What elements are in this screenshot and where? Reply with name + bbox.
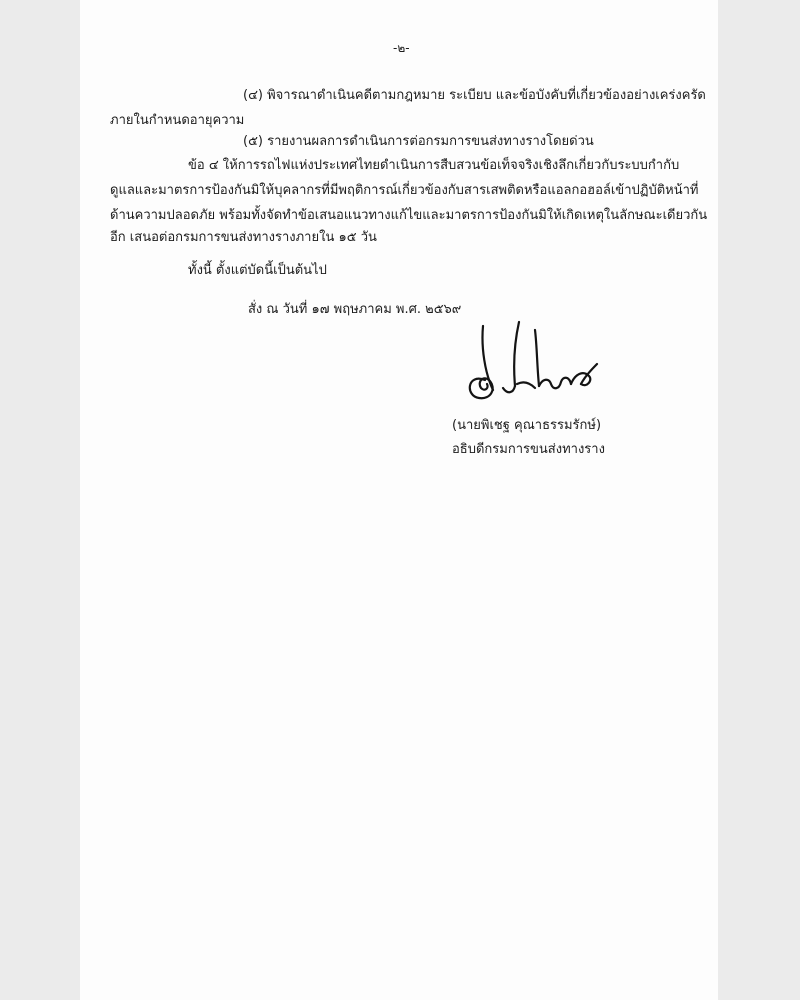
item-4-line-1: (๔) พิจารณาดำเนินคดีตามกฎหมาย ระเบียบ และข้อบังคับที่เกี่ยวข้องอย่างเคร่งครัด: [243, 88, 706, 103]
signer-name: (นายพิเชฐ คุณาธรรมรักษ์): [452, 418, 602, 433]
document-page: [80, 0, 718, 1000]
signer-position: อธิบดีกรมการขนส่งทางราง: [452, 442, 605, 457]
handwritten-signature: [455, 318, 605, 408]
clause-4-line-2: ดูแลและมาตรการป้องกันมิให้บุคลากรที่มีพฤติการณ์เกี่ยวข้องกับสารเสพติดหรือแอลกอฮอล์เข้าปฏิบัติหน้าที่: [110, 183, 699, 198]
effective-clause: ทั้งนี้ ตั้งแต่บัดนี้เป็นต้นไป: [188, 263, 327, 278]
order-date: สั่ง ณ วันที่ ๑๗ พฤษภาคม พ.ศ. ๒๕๖๙: [248, 302, 462, 317]
clause-4-line-3: ด้านความปลอดภัย พร้อมทั้งจัดทำข้อเสนอแนวทางแก้ไขและมาตรการป้องกันมิให้เกิดเหตุในลักษณะเดียวกัน: [110, 208, 708, 223]
clause-4-line-4: อีก เสนอต่อกรมการขนส่งทางรางภายใน ๑๕ วัน: [110, 230, 377, 245]
item-4-line-2: ภายในกำหนดอายุความ: [110, 113, 245, 128]
page-number: -๒-: [393, 41, 410, 55]
item-5: (๕) รายงานผลการดำเนินการต่อกรมการขนส่งทางรางโดยด่วน: [243, 134, 594, 149]
clause-4-line-1: ข้อ ๔ ให้การรถไฟแห่งประเทศไทยดำเนินการสืบสวนข้อเท็จจริงเชิงลึกเกี่ยวกับระบบกำกับ: [188, 158, 680, 173]
